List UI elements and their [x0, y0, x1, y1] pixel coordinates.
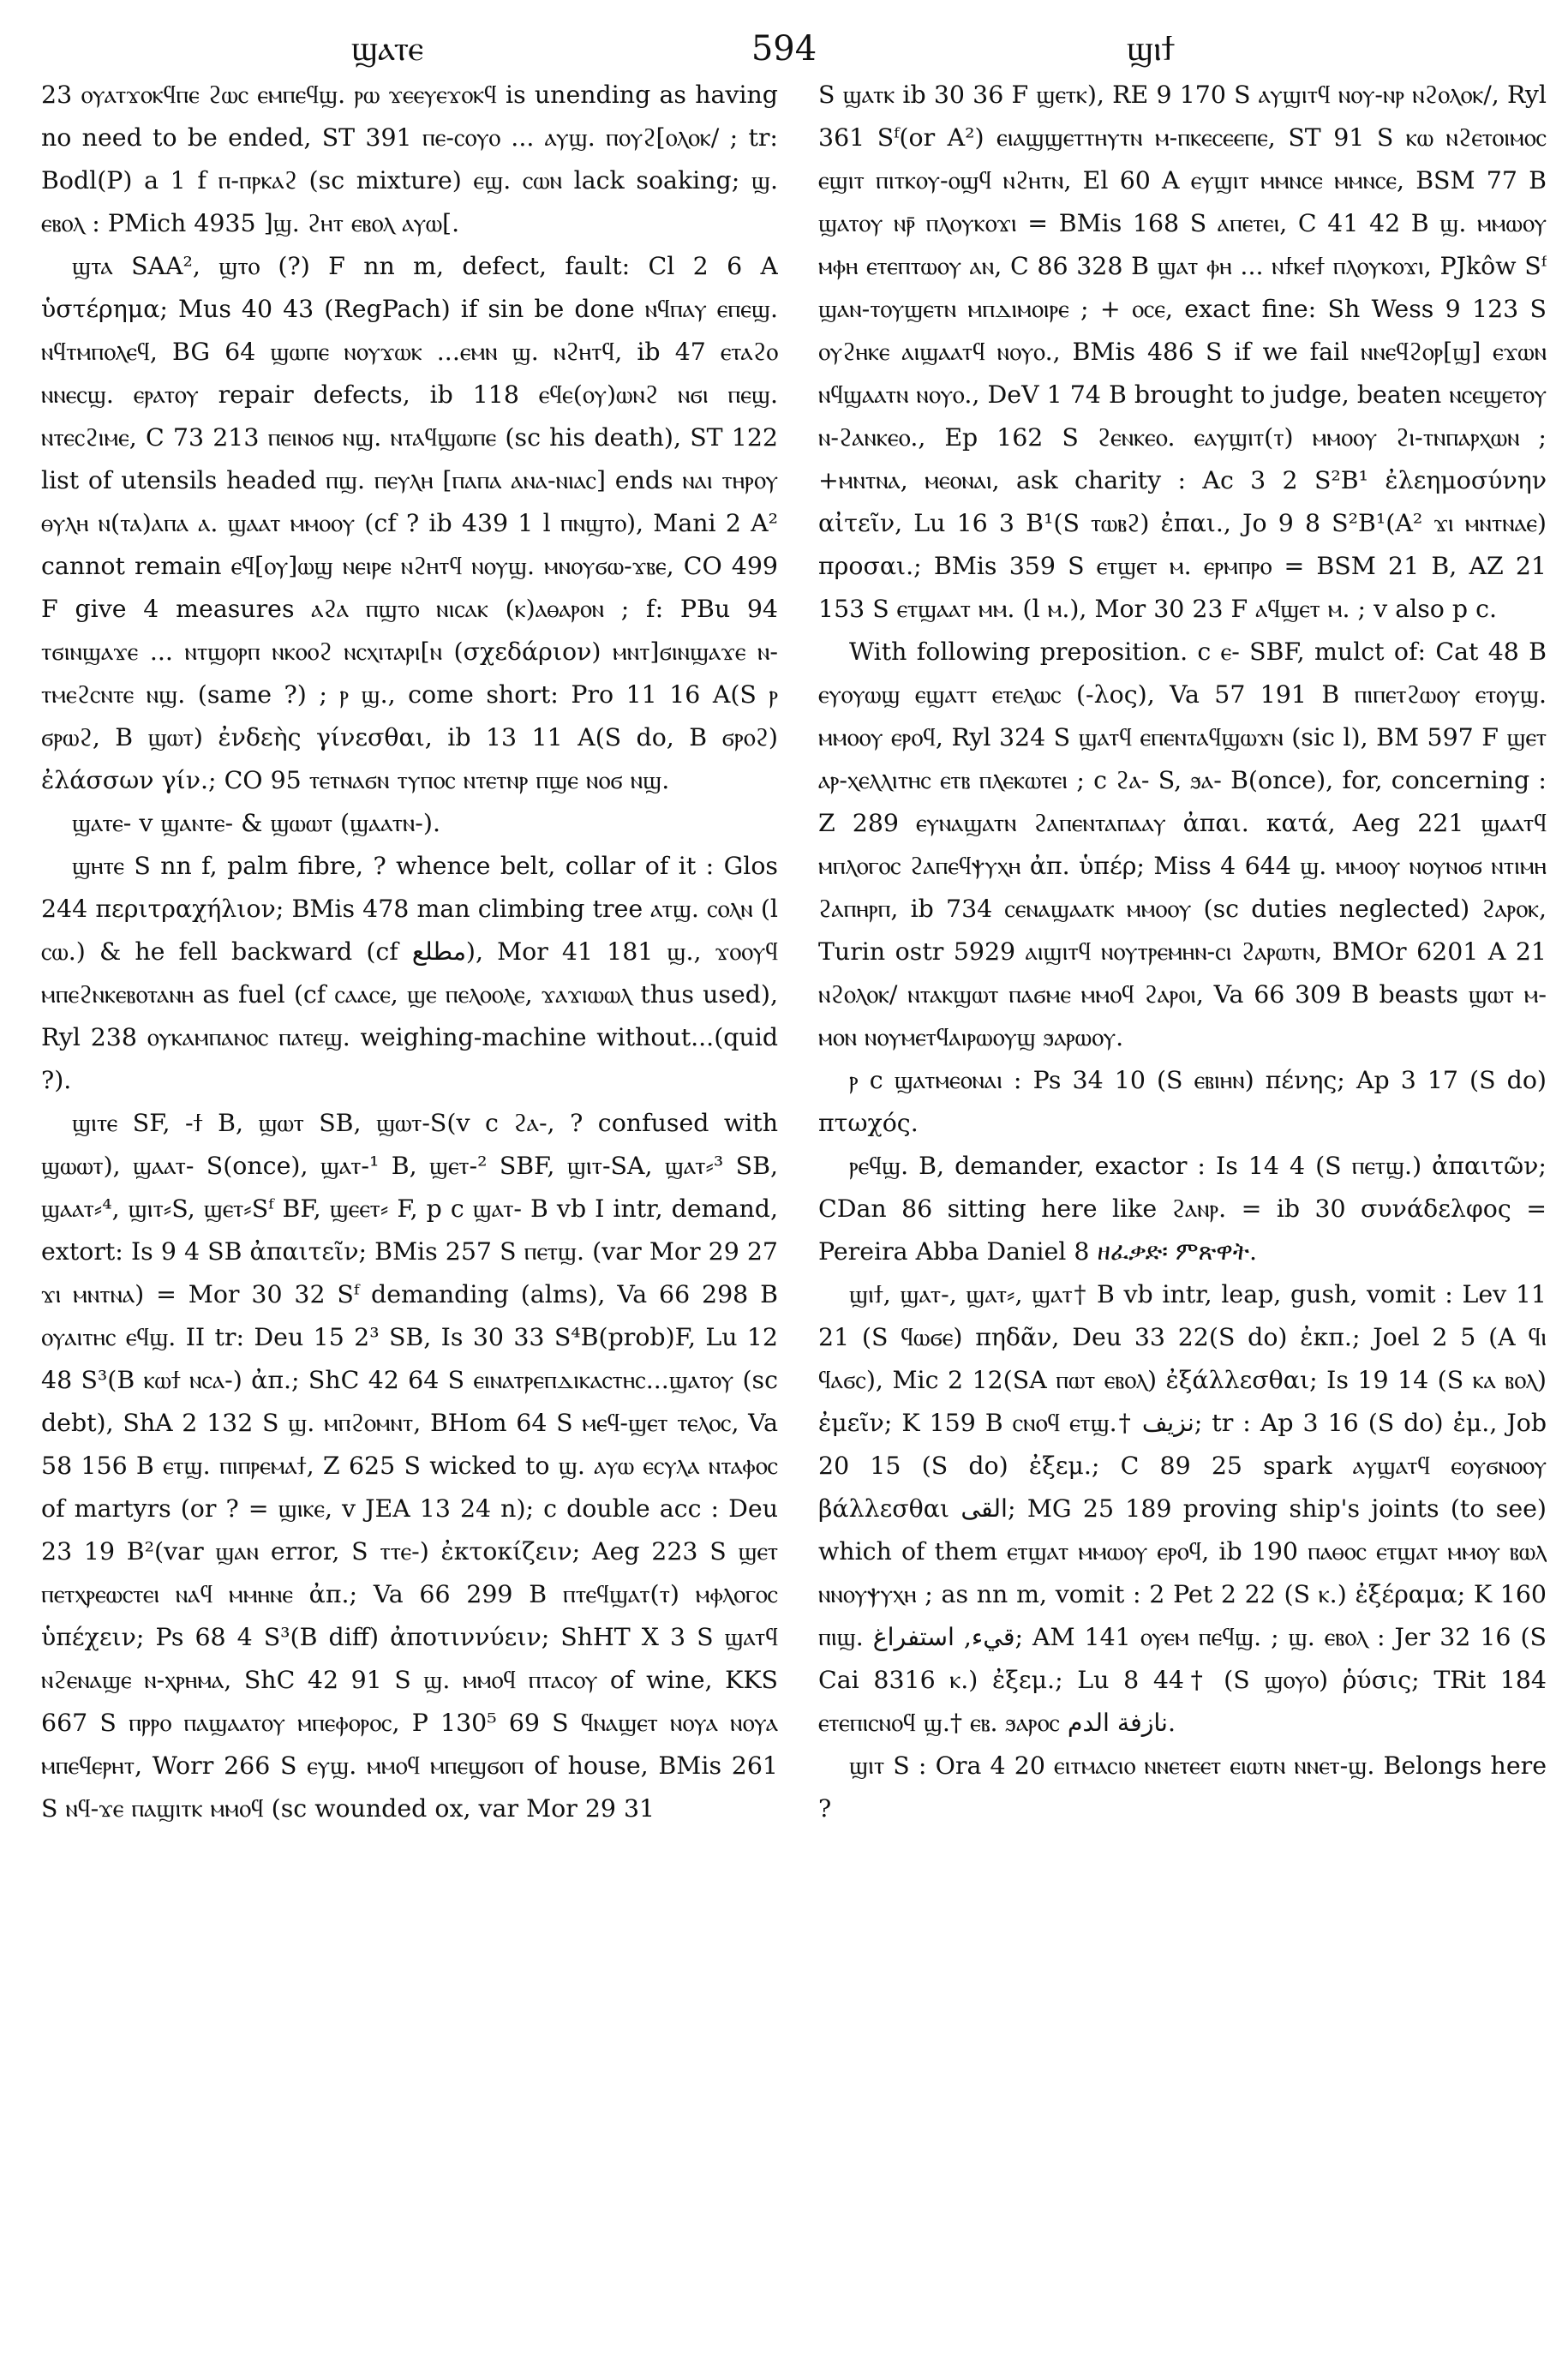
entry-paragraph: ϣⲁⲧⲉ- v ϣⲁⲛⲧⲉ- & ϣⲱⲱⲧ (ϣⲁⲁⲧⲛ-).	[72, 809, 440, 837]
page-header	[0, 19, 1568, 79]
entry-paragraph: ϣⲏⲧⲉ S nn f, palm fibre, ? whence belt, collar of it : Glos 244 περιτραχήλιον; BMis 478 man climbing tree ⲁⲧϣ. ⲥⲟⲗⲛ (l ⲥⲱ.) & he fell backward (cf مطلع), Mor 41 181 ϣ., ϫⲟⲟⲩϥ ⲙⲡⲉϩⲛⲕⲉⲃⲟⲧⲁⲛⲏ as fuel (cf ⲥⲁⲁⲥⲉ, ϣⲉ ⲡⲉⲗⲟⲟⲗⲉ, ϫⲁϫⲓⲱⲱⲗ thus used), Ryl 238 ⲟⲩⲕⲁⲙⲡⲁⲛⲟⲥ ⲡⲁⲧⲉϣ. weighing-machine without...(quid ?).	[41, 852, 778, 1094]
entry-paragraph: S ϣⲁⲧⲕ ib 30 36 F ϣⲉⲧⲕ), RE 9 170 S ⲁⲩϣⲓⲧϥ ⲛⲟⲩ-ⲛⲣ ⲛϩⲟⲗⲟⲕ/, Ryl 361 Sᶠ(or A²) ⲉⲓⲁϣϣⲉⲧⲧⲏⲩⲧⲛ ⲙ-ⲡⲕⲉⲥⲉⲉⲡⲉ, ST 91 S ⲕⲱ ⲛϩⲉⲧⲟⲓⲙⲟⲥ ⲉϣⲓⲧ ⲡⲓⲧⲕⲟⲩ-ⲟϣϥ ⲛϩⲏⲧⲛ, El 60 A ⲉⲩϣⲓⲧ ⲙⲙⲛⲥⲉ ⲙⲙⲛⲥⲉ, BSM 77 B ϣⲁⲧⲟⲩ ⲛⲣ̄ ⲡⲗⲟⲩⲕⲟϫⲓ = BMis 168 S ⲁⲡⲉⲧⲉⲓ, C 41 42 B ϣ. ⲙⲙⲱⲟⲩ ⲙⲫⲏ ⲉⲧⲉⲡⲧⲱⲟⲩ ⲁⲛ, C 86 328 B ϣⲁⲧ ⲫⲏ ... ⲛϯⲕⲉϯ ⲡⲗⲟⲩⲕⲟϫⲓ, PJkôw Sᶠ ϣⲁⲛ-ⲧⲟⲩϣⲉⲧⲛ ⲙⲡⲇⲓⲙⲟⲓⲣⲉ ; + ⲟⲥⲉ, exact fine: Sh Wess 9 123 S ⲟⲩϩⲏⲕⲉ ⲁⲓϣⲁⲁⲧϥ ⲛⲟⲩⲟ., BMis 486 S if we fail ⲛⲛⲉϥϩⲟⲣ[ϣ] ⲉϫⲱⲛ ⲛϥϣⲁⲁⲧⲛ ⲛⲟⲩⲟ., DeV 1 74 B brought to judge, beaten ⲛⲥⲉϣⲉⲧⲟⲩ ⲛ-ϩⲁⲛⲕⲉⲟ., Ep 162 S ϩⲉⲛⲕⲉⲟ. ⲉⲁⲩϣⲓⲧ(ⲧ) ⲙⲙⲟⲟⲩ ϩⲓ-ⲧⲛⲡⲁⲣⲭⲱⲛ ; +ⲙⲛⲧⲛⲁ, ⲙⲉⲟⲛⲁⲓ, ask charity : Ac 3 2 S²B¹ ἐλεημοσύνην αἰτεῖν, Lu 16 3 B¹(S ⲧⲱⲃϩ) ἐπαι., Jo 9 8 S²B¹(A² ϫⲓ ⲙⲛⲧⲛⲁⲉ) προσαι.; BMis 359 S ⲉⲧϣⲉⲧ ⲙ. ⲉⲣⲙⲡⲣⲟ = BSM 21 B, AZ 21 153 S ⲉⲧϣⲁⲁⲧ ⲙⲙ. (l ⲙ.), Mor 30 23 F ⲁϥϣⲉⲧ ⲙ. ; v also p c.	[818, 81, 1547, 623]
entry-paragraph: ϣⲓⲧⲉ SF, -ϯ B, ϣⲱⲧ SB, ϣⲱⲧ-S(v c ϩⲁ-, ? confused with ϣⲱⲱⲧ), ϣⲁⲁⲧ- S(once), ϣⲁⲧ-¹ B, ϣⲉⲧ-² SBF, ϣⲓⲧ-SA, ϣⲁⲧ⸗³ SB, ϣⲁⲁⲧ⸗⁴, ϣⲓⲧ⸗S, ϣⲉⲧ⸗Sᶠ BF, ϣⲉⲉⲧ⸗ F, p c ϣⲁⲧ- B vb I intr, demand, extort: Is 9 4 SB ἀπαιτεῖν; BMis 257 S ⲡⲉⲧϣ. (var Mor 29 27 ϫⲓ ⲙⲛⲧⲛⲁ) = Mor 30 32 Sᶠ demanding (alms), Va 66 298 B ⲟⲩⲁⲓⲧⲏⲥ ⲉϥϣ. II tr: Deu 15 2³ SB, Is 30 33 S⁴B(prob)F, Lu 12 48 S³(B ⲕⲱϯ ⲛⲥⲁ-) ἀπ.; ShC 42 64 S ⲉⲓⲛⲁⲧⲣⲉⲡⲇⲓⲕⲁⲥⲧⲏⲥ...ϣⲁⲧⲟⲩ (sc debt), ShA 2 132 S ϣ. ⲙⲡϩⲟⲙⲛⲧ, BHom 64 S ⲙⲉϥ-ϣⲉⲧ ⲧⲉⲗⲟⲥ, Va 58 156 B ⲉⲧϣ. ⲡⲓⲡⲣⲉⲙⲁϯ, Z 625 S wicked to ϣ. ⲁⲩⲱ ⲉⲥⲩⲗⲁ ⲛⲧⲁⲫⲟⲥ of martyrs (or ? = ϣⲓⲕⲉ, v JEA 13 24 n); c double acc : Deu 23 19 B²(var ϣⲁⲛ error, S ⲧⲧⲉ-) ἐκτοκίζειν; Aeg 223 S ϣⲉⲧ ⲡⲉⲧⲭⲣⲉⲱⲥⲧⲉⲓ ⲛⲁϥ ⲙⲙⲏⲛⲉ ἀπ.; Va 66 299 B ⲡⲧⲉϥϣⲁⲧ(ⲧ) ⲙⲫⲗⲟⲅⲟⲥ ὑπέχειν; Ps 68 4 S³(B diff) ἀποτιννύειν; ShHT X 3 S ϣⲁⲧϥ ⲛϩⲉⲛⲁϣⲉ ⲛ-ⲭⲣⲏⲙⲁ, ShC 42 91 S ϣ. ⲙⲙⲟϥ ⲡⲧⲁⲥⲟⲩ of wine, KKS 667 S ⲡⲣⲣⲟ ⲡⲁϣⲁⲁⲧⲟⲩ ⲙⲡⲉⲫⲟⲣⲟⲥ, P 130⁵ 69 S ϥⲛⲁϣⲉⲧ ⲛⲟⲩⲁ ⲛⲟⲩⲁ ⲙⲡⲉϥⲉⲣⲏⲧ, Worr 266 S ⲉⲩϣ. ⲙⲙⲟϥ ⲙⲡⲉϣϭⲟⲡ of house, BMis 261 S ⲛϥ-ϫⲉ ⲡⲁϣⲓⲧⲕ ⲙⲙⲟϥ (sc wounded ox, var Mor 29 31	[41, 1109, 778, 1823]
entry-paragraph: ⲣ c ϣⲁⲧⲙⲉⲟⲛⲁⲓ : Ps 34 10 (S ⲉⲃⲓⲏⲛ) πένης; Ap 3 17 (S do) πτωχός.	[818, 1066, 1547, 1137]
page-number: 594	[751, 29, 817, 69]
right-column	[818, 74, 1547, 2353]
entry-paragraph: ϣⲓϯ, ϣⲁⲧ-, ϣⲁⲧ⸗, ϣⲁⲧ† B vb intr, leap, gush, vomit : Lev 11 21 (S ϥⲱϭⲉ) πηδᾶν, Deu 33 22(S do) ἐκπ.; Joel 2 5 (A ϥⲓ ϥⲁϭⲥ), Mic 2 12(SA ⲡⲱⲧ ⲉⲃⲟⲗ) ἐξάλλεσθαι; Is 19 14 (S ⲕⲁ ⲃⲟⲗ) ἐμεῖν; K 159 B ⲥⲛⲟϥ ⲉⲧϣ.† نزيف; tr : Ap 3 16 (S do) ἐμ., Job 20 15 (S do) ἐξεμ.; C 89 25 spark ⲁⲩϣⲁⲧϥ ⲉⲟⲩϭⲛⲟⲟⲩ βάλλεσθαι القى; MG 25 189 proving ship's joints (to see) which of them ⲉⲧϣⲁⲧ ⲙⲙⲱⲟⲩ ⲉⲣⲟϥ, ib 190 ⲡⲁⲑⲟⲥ ⲉⲧϣⲁⲧ ⲙⲙⲟⲩ ⲃⲱⲗ ⲛⲛⲟⲩⲯⲩⲭⲏ ; as nn m, vomit : 2 Pet 2 22 (S ⲕ.) ἐξέραμα; K 160 ⲡⲓϣ. قيء, استفراغ; AM 141 ⲟⲩⲉⲙ ⲡⲉϥϣ. ; ϣ. ⲉⲃⲟⲗ : Jer 32 16 (S Cai 8316 ⲕ.) ἐξεμ.; Lu 8 44† (S ϣⲟⲩⲟ) ῥύσις; TRit 184 ⲉⲧⲉⲡⲓⲥⲛⲟϥ ϣ.† ⲉⲃ. ϧⲁⲣⲟⲥ نازفة الدم.	[818, 1280, 1547, 1737]
entry-paragraph: With following preposition. c ⲉ- SBF, mulct of: Cat 48 B ⲉⲩⲟⲩⲱϣ ⲉϣⲁⲧⲧ ⲉⲧⲉⲗⲱⲥ (-λος), Va 57 191 B ⲡⲓⲡⲉⲧϩⲱⲟⲩ ⲉⲧⲟⲩϣ. ⲙⲙⲟⲟⲩ ⲉⲣⲟϥ, Ryl 324 S ϣⲁⲧϥ ⲉⲡⲉⲛⲧⲁϥϣⲱϫⲛ (sic l), BM 597 F ϣⲉⲧ ⲁⲣ-ⲭⲉⲗⲗⲓⲧⲏⲥ ⲉⲧⲃ ⲡⲗⲉⲕⲱⲧⲉⲓ ; c ϩⲁ- S, ϧⲁ- B(once), for, concerning : Z 289 ⲉⲩⲛⲁϣⲁⲧⲛ ϩⲁⲡⲉⲛⲧⲁⲡⲁⲁⲩ ἀπαι. κατά, Aeg 221 ϣⲁⲁⲧϥ ⲙⲡⲗⲟⲅⲟⲥ ϩⲁⲡⲉϥⲯⲩⲭⲏ ἀπ. ὑπέρ; Miss 4 644 ϣ. ⲙⲙⲟⲟⲩ ⲛⲟⲩⲛⲟϭ ⲛⲧⲓⲙⲏ ϩⲁⲡⲏⲣⲡ, ib 734 ⲥⲉⲛⲁϣⲁⲁⲧⲕ ⲙⲙⲟⲟⲩ (sc duties neglected) ϩⲁⲣⲟⲕ, Turin ostr 5929 ⲁⲓϣⲓⲧϥ ⲛⲟⲩⲧⲣⲉⲙⲏⲛ-ⲥⲓ ϩⲁⲣⲱⲧⲛ, BMOr 6201 A 21 ⲛϩⲟⲗⲟⲕ/ ⲛⲧⲁⲕϣⲱⲧ ⲡⲁϭⲙⲉ ⲙⲙⲟϥ ϩⲁⲣⲟⲓ, Va 66 309 B beasts ϣⲱⲧ ⲙ-ⲙⲟⲛ ⲛⲟⲩⲙⲉⲧϥⲁⲓⲣⲱⲟⲩϣ ϧⲁⲣⲱⲟⲩ.	[818, 638, 1547, 1051]
header-left-guideword: ϣⲁⲧⲉ	[351, 29, 424, 69]
entry-paragraph: ⲣⲉϥϣ. B, demander, exactor : Is 14 4 (S ⲡⲉⲧϣ.) ἀπαιτῶν; CDan 86 sitting here like ϩⲁⲛⲣ. = ib 30 συνάδελφος = Pereira Abba Daniel 8 ዘፈቃድ፡ ምጽዋት.	[818, 1152, 1547, 1266]
entry-paragraph: ϣⲓⲧ S : Ora 4 20 ⲉⲓⲧⲙⲁⲥⲓⲟ ⲛⲛⲉⲧⲉⲉⲧ ⲉⲓⲱⲧⲛ ⲛⲛⲉⲧ-ϣ. Belongs here ?	[818, 1751, 1547, 1823]
entry-paragraph: ϣⲧⲁ SAA², ϣⲧⲟ (?) F nn m, defect, fault: Cl 2 6 A ὑστέρημα; Mus 40 43 (RegPach) if sin be done ⲛϥⲡⲁⲩ ⲉⲡⲉϣ. ⲛϥⲧⲙⲡⲟⲗⲉϥ, BG 64 ϣⲱⲡⲉ ⲛⲟⲩϫⲱⲕ ...ⲉⲙⲛ ϣ. ⲛϩⲏⲧϥ, ib 47 ⲉⲧⲁϩⲟ ⲛⲛⲉⲥϣ. ⲉⲣⲁⲧⲟⲩ repair defects, ib 118 ⲉϥⲉ(ⲟⲩ)ⲱⲛϩ ⲛϭⲓ ⲡⲉϣ. ⲛⲧⲉⲥϩⲓⲙⲉ, C 73 213 ⲡⲉⲓⲛⲟϭ ⲛϣ. ⲛⲧⲁϥϣⲱⲡⲉ (sc his death), ST 122 list of utensils headed ⲡϣ. ⲡⲉⲩⲗⲏ [ⲡⲁⲡⲁ ⲁⲛⲁ-ⲛⲓⲁⲥ] ends ⲛⲁⲓ ⲧⲏⲣⲟⲩ ⲑⲩⲗⲏ ⲛ(ⲧⲁ)ⲁⲡⲁ ⲁ. ϣⲁⲁⲧ ⲙⲙⲟⲟⲩ (cf ? ib 439 1 l ⲡⲛϣⲧⲟ), Mani 2 A² cannot remain ⲉϥ[ⲟⲩ]ⲱϣ ⲛⲉⲓⲣⲉ ⲛϩⲏⲧϥ ⲛⲟⲩϣ. ⲙⲛⲟⲩϭⲱ-ϫⲃⲉ, CO 499 F give 4 measures ⲁϩⲁ ⲡϣⲧⲟ ⲛⲓⲥⲁⲕ (ⲕ)ⲁⲑⲁⲣⲟⲛ ; f: PBu 94 ⲧϭⲓⲛϣⲁϫⲉ ... ⲛⲧϣⲟⲣⲡ ⲛⲕⲟⲟϩ ⲛⲥⲭⲓⲧⲁⲣⲓ[ⲛ (σχεδάριον) ⲙⲛⲧ]ϭⲓⲛϣⲁϫⲉ ⲛ-ⲧⲙⲉϩⲥⲛⲧⲉ ⲛϣ. (same ?) ; ⲣ ϣ., come short: Pro 11 16 A(S ⲣ ϭⲣⲱϩ, B ϣⲱⲧ) ἐνδεὴς γίνεσθαι, ib 13 11 A(S do, B ϭⲣⲟϩ) ἐλάσσων γίν.; CO 95 ⲧⲉⲧⲛⲁϭⲛ ⲧⲩⲡⲟⲥ ⲛⲧⲉⲧⲛⲣ ⲡϣⲉ ⲛⲟϭ ⲛϣ.	[41, 252, 778, 794]
left-column	[41, 74, 778, 2353]
entry-paragraph: 23 ⲟⲩⲁⲧϫⲟⲕϥⲡⲉ ϩⲱⲥ ⲉⲙⲡⲉϥϣ. ⲣⲱ ϫⲉⲉⲩⲉϫⲟⲕϥ is unending as having no need to be ended, ST 391 ⲡⲉ-ⲥⲟⲩⲟ ... ⲁⲩϣ. ⲡⲟⲩϩ[ⲟⲗⲟⲕ/ ; tr: Bodl(P) a 1 f ⲡ-ⲡⲣⲕⲁϩ (sc mixture) ⲉϣ. ⲥⲱⲛ lack soaking; ϣ. ⲉⲃⲟⲗ : PMich 4935 ]ϣ. ϩⲏⲧ ⲉⲃⲟⲗ ⲁⲩⲱ[.	[41, 81, 778, 237]
header-right-guideword: ϣⲓϯ	[1127, 29, 1176, 69]
